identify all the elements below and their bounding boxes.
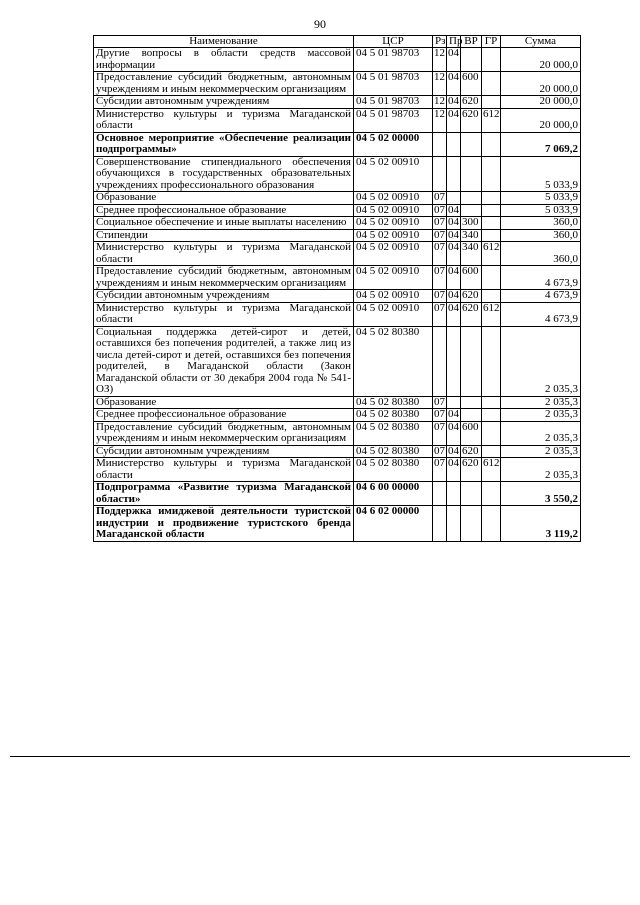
cell-pr: 04 bbox=[448, 216, 459, 228]
cell-pr: 04 bbox=[448, 289, 459, 301]
cell-vr bbox=[461, 132, 482, 156]
cell-name: Образование bbox=[94, 396, 354, 409]
cell-csr: 04 5 02 00910 bbox=[354, 192, 433, 205]
cell-pr bbox=[447, 326, 461, 396]
table-row bbox=[94, 217, 581, 230]
cell-csr: 04 5 02 00910 bbox=[354, 266, 433, 290]
cell-pr bbox=[447, 396, 461, 409]
footer-divider bbox=[10, 756, 630, 757]
header-csr: ЦСР bbox=[354, 36, 433, 48]
cell-sum: 7 069,2 bbox=[501, 132, 581, 156]
cell-gr bbox=[482, 96, 501, 109]
cell-name: Совершенствование стипендиального обеспечения обучающихся в государственных образовательных учреждениях профессионального образования bbox=[94, 156, 354, 192]
budget-table bbox=[93, 35, 581, 542]
cell-csr: 04 5 01 98703 bbox=[354, 72, 433, 96]
cell-pr: 04 bbox=[447, 72, 461, 96]
cell-sum: 5 033,9 bbox=[501, 156, 581, 192]
table-header-row bbox=[94, 36, 581, 48]
cell-gr bbox=[482, 229, 501, 242]
cell-vr: 620 bbox=[461, 445, 482, 458]
cell-pr: 04 bbox=[447, 421, 461, 445]
cell-sum: 20 000,0 bbox=[501, 72, 581, 96]
cell-sum: 2 035,3 bbox=[501, 421, 581, 445]
cell-rz: 07 bbox=[433, 266, 447, 290]
cell-gr bbox=[482, 266, 501, 290]
cell-vr: 620 bbox=[461, 290, 482, 303]
cell-sum: 20 000,0 bbox=[501, 96, 581, 109]
table-row bbox=[94, 48, 581, 72]
cell-rz bbox=[433, 156, 447, 192]
header-sum: Сумма bbox=[501, 36, 581, 48]
cell-sum: 4 673,9 bbox=[501, 290, 581, 303]
cell-csr: 04 5 02 00910 bbox=[354, 290, 433, 303]
cell-sum: 20 000,0 bbox=[501, 108, 581, 132]
cell-name: Министерство культуры и туризма Магаданской области bbox=[94, 108, 354, 132]
table-row bbox=[94, 326, 581, 396]
cell-csr: 04 5 02 00910 bbox=[354, 204, 433, 217]
cell-csr: 04 5 02 80380 bbox=[354, 396, 433, 409]
cell-gr bbox=[482, 326, 501, 396]
table-row bbox=[94, 421, 581, 445]
cell-name: Предоставление субсидий бюджетным, автономным учреждениям и иным некоммерческим организациям bbox=[94, 266, 354, 290]
cell-gr bbox=[482, 290, 501, 303]
table-body bbox=[94, 48, 581, 542]
cell-gr bbox=[482, 132, 501, 156]
cell-sum: 2 035,3 bbox=[501, 445, 581, 458]
cell-rz: 07 bbox=[433, 421, 447, 445]
cell-gr bbox=[482, 217, 501, 230]
cell-rz bbox=[433, 132, 447, 156]
cell-name: Социальное обеспечение и иные выплаты населению bbox=[94, 217, 354, 230]
header-vr: ВР bbox=[461, 36, 482, 48]
cell-gr bbox=[482, 156, 501, 192]
table-row bbox=[94, 506, 581, 542]
cell-name: Среднее профессиональное образование bbox=[94, 204, 354, 217]
cell-vr bbox=[461, 48, 482, 72]
cell-pr: 04 bbox=[447, 302, 461, 326]
table-row bbox=[94, 132, 581, 156]
cell-vr: 300 bbox=[461, 217, 482, 230]
header-gr: ГР bbox=[482, 36, 501, 48]
cell-pr: 04 bbox=[447, 242, 461, 266]
cell-pr: 04 bbox=[447, 108, 461, 132]
cell-sum: 360,0 bbox=[501, 217, 581, 230]
cell-sum: 2 035,3 bbox=[501, 409, 581, 422]
cell-name: Стипендии bbox=[94, 229, 354, 242]
cell-csr: 04 5 02 80380 bbox=[354, 409, 433, 422]
cell-vr: 600 bbox=[461, 421, 482, 445]
cell-name: Министерство культуры и туризма Магаданской области bbox=[94, 242, 354, 266]
cell-rz: 07 bbox=[434, 203, 445, 216]
cell-gr bbox=[482, 204, 501, 217]
cell-name: Субсидии автономным учреждениям bbox=[94, 96, 354, 109]
cell-sum: 2 035,3 bbox=[501, 458, 581, 482]
table-row bbox=[94, 108, 581, 132]
cell-sum: 3 550,2 bbox=[501, 482, 581, 506]
cell-rz: 07 bbox=[434, 216, 445, 228]
cell-csr: 04 5 02 00910 bbox=[354, 302, 433, 326]
cell-gr bbox=[482, 396, 501, 409]
header-name: Наименование bbox=[94, 36, 354, 48]
cell-rz bbox=[433, 326, 447, 396]
table-row bbox=[94, 482, 581, 506]
cell-vr: 620 bbox=[461, 458, 482, 482]
table-row bbox=[94, 396, 581, 409]
table-row bbox=[94, 72, 581, 96]
cell-pr: 04 bbox=[448, 408, 459, 420]
cell-gr bbox=[482, 192, 501, 205]
table-row bbox=[94, 242, 581, 266]
cell-name: Основное мероприятие «Обеспечение реализации подпрограммы» bbox=[94, 132, 354, 156]
cell-pr bbox=[447, 132, 461, 156]
cell-vr: 340 bbox=[461, 242, 482, 266]
cell-vr: 600 bbox=[461, 72, 482, 96]
cell-sum: 3 119,2 bbox=[501, 506, 581, 542]
table-row bbox=[94, 290, 581, 303]
table-row bbox=[94, 156, 581, 192]
cell-vr bbox=[461, 506, 482, 542]
cell-name: Субсидии автономным учреждениям bbox=[94, 290, 354, 303]
table-row bbox=[94, 445, 581, 458]
cell-csr: 04 5 01 98703 bbox=[354, 48, 433, 72]
cell-rz: 07 bbox=[434, 408, 445, 420]
cell-rz: 12 bbox=[434, 95, 445, 107]
cell-pr: 04 bbox=[447, 266, 461, 290]
cell-pr: 04 bbox=[447, 458, 461, 482]
cell-vr bbox=[461, 192, 482, 205]
cell-csr: 04 5 02 80380 bbox=[354, 421, 433, 445]
cell-rz: 12 bbox=[433, 48, 447, 72]
cell-csr: 04 5 02 80380 bbox=[354, 326, 433, 396]
table-row bbox=[94, 204, 581, 217]
cell-gr bbox=[482, 409, 501, 422]
cell-vr: 340 bbox=[461, 229, 482, 242]
cell-vr: 620 bbox=[461, 302, 482, 326]
cell-rz: 07 bbox=[434, 289, 445, 301]
table-row bbox=[94, 229, 581, 242]
cell-pr bbox=[447, 192, 461, 205]
page-number: 90 bbox=[314, 17, 326, 31]
cell-pr bbox=[447, 506, 461, 542]
cell-sum: 4 673,9 bbox=[501, 302, 581, 326]
cell-name: Субсидии автономным учреждениям bbox=[94, 445, 354, 458]
cell-sum: 360,0 bbox=[501, 229, 581, 242]
cell-sum: 360,0 bbox=[501, 242, 581, 266]
cell-sum: 20 000,0 bbox=[501, 48, 581, 72]
cell-sum: 4 673,9 bbox=[501, 266, 581, 290]
cell-name: Другие вопросы в области средств массовой информации bbox=[94, 48, 354, 72]
cell-gr bbox=[482, 506, 501, 542]
cell-csr: 04 5 02 80380 bbox=[354, 445, 433, 458]
cell-vr: 600 bbox=[461, 266, 482, 290]
cell-rz: 07 bbox=[433, 242, 447, 266]
cell-rz bbox=[433, 482, 447, 506]
cell-vr bbox=[461, 482, 482, 506]
cell-name: Министерство культуры и туризма Магаданской области bbox=[94, 302, 354, 326]
cell-csr: 04 5 02 80380 bbox=[354, 458, 433, 482]
cell-sum: 2 035,3 bbox=[501, 396, 581, 409]
cell-gr: 612 bbox=[482, 108, 501, 132]
cell-name: Среднее профессиональное образование bbox=[94, 409, 354, 422]
cell-sum: 5 033,9 bbox=[501, 192, 581, 205]
table-row bbox=[94, 192, 581, 205]
cell-rz: 12 bbox=[433, 108, 447, 132]
cell-pr bbox=[447, 156, 461, 192]
cell-vr bbox=[461, 156, 482, 192]
cell-rz: 07 bbox=[434, 444, 445, 457]
cell-name: Социальная поддержка детей-сирот и детей, оставшихся без попечения родителей, а также лиц из числа детей-сирот и детей, оставшихся без попечения родителей, в Магаданской области (Закон Магаданской области от 30 декабря 2004 года № 541-ОЗ) bbox=[94, 326, 354, 396]
cell-csr: 04 5 02 00910 bbox=[354, 242, 433, 266]
cell-name: Министерство культуры и туризма Магаданской области bbox=[94, 458, 354, 482]
cell-name: Предоставление субсидий бюджетным, автономным учреждениям и иным некоммерческим организациям bbox=[94, 421, 354, 445]
cell-vr bbox=[461, 409, 482, 422]
cell-gr bbox=[482, 445, 501, 458]
cell-csr: 04 5 02 00910 bbox=[354, 229, 433, 242]
cell-gr: 612 bbox=[482, 242, 501, 266]
cell-name: Образование bbox=[94, 192, 354, 205]
cell-pr: 04 bbox=[448, 444, 459, 457]
cell-vr bbox=[461, 396, 482, 409]
cell-pr: 04 bbox=[448, 95, 459, 107]
table-row bbox=[94, 302, 581, 326]
cell-vr bbox=[461, 326, 482, 396]
cell-name: Подпрограмма «Развитие туризма Магаданской области» bbox=[94, 482, 354, 506]
table-row bbox=[94, 458, 581, 482]
cell-pr: 04 bbox=[447, 48, 461, 72]
table-row bbox=[94, 409, 581, 422]
cell-gr bbox=[482, 48, 501, 72]
cell-gr bbox=[482, 72, 501, 96]
cell-gr: 612 bbox=[482, 302, 501, 326]
header-pr: Пр bbox=[447, 36, 461, 48]
cell-vr bbox=[461, 204, 482, 217]
cell-rz: 07 bbox=[434, 228, 445, 241]
cell-name: Предоставление субсидий бюджетным, автономным учреждениям и иным некоммерческим организациям bbox=[94, 72, 354, 96]
cell-csr: 04 5 02 00000 bbox=[354, 132, 433, 156]
table-row bbox=[94, 96, 581, 109]
cell-rz bbox=[433, 506, 447, 542]
cell-csr: 04 5 02 00910 bbox=[354, 156, 433, 192]
cell-gr: 612 bbox=[482, 458, 501, 482]
cell-sum: 2 035,3 bbox=[501, 326, 581, 396]
cell-csr: 04 5 01 98703 bbox=[354, 96, 433, 109]
cell-rz: 12 bbox=[433, 72, 447, 96]
table-row bbox=[94, 266, 581, 290]
cell-rz: 07 bbox=[433, 302, 447, 326]
cell-gr bbox=[482, 482, 501, 506]
cell-sum: 5 033,9 bbox=[501, 204, 581, 217]
cell-csr: 04 6 02 00000 bbox=[354, 506, 433, 542]
cell-rz: 07 bbox=[434, 395, 445, 408]
cell-csr: 04 5 01 98703 bbox=[354, 108, 433, 132]
cell-pr: 04 bbox=[448, 203, 459, 216]
header-rz: Рз bbox=[433, 36, 447, 48]
cell-vr: 620 bbox=[461, 96, 482, 109]
cell-pr: 04 bbox=[448, 228, 459, 241]
cell-vr: 620 bbox=[461, 108, 482, 132]
cell-gr bbox=[482, 421, 501, 445]
cell-csr: 04 5 02 00910 bbox=[354, 217, 433, 230]
cell-name: Поддержка имиджевой деятельности туристской индустрии и продвижение туристского бренда Магаданской области bbox=[94, 506, 354, 542]
cell-rz: 07 bbox=[434, 191, 445, 203]
cell-csr: 04 6 00 00000 bbox=[354, 482, 433, 506]
cell-rz: 07 bbox=[433, 458, 447, 482]
cell-pr bbox=[447, 482, 461, 506]
